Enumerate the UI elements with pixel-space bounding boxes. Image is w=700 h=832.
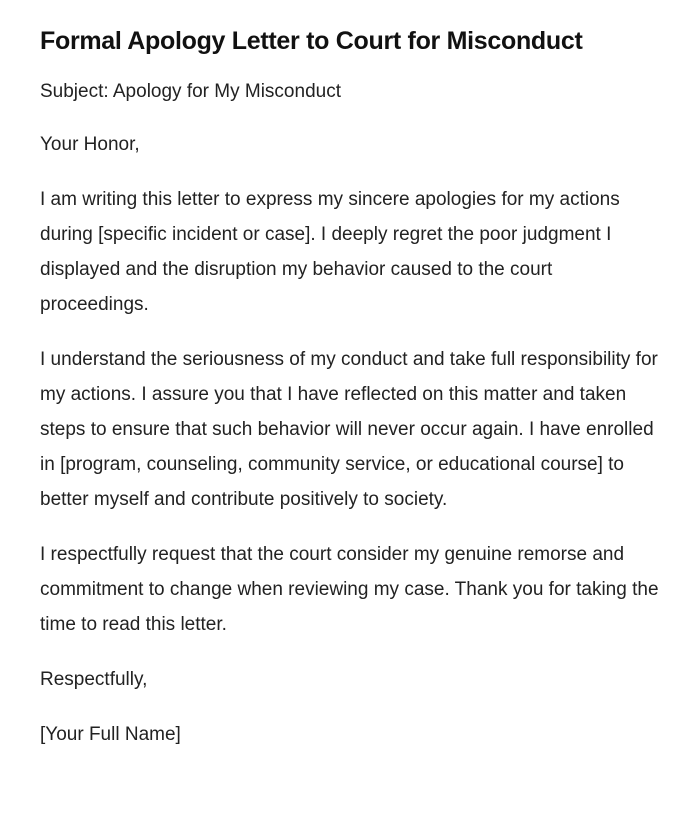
body-paragraph: I understand the seriousness of my conduct and take full responsibility for my actions. I assure you that I have reflected on this matter and taken steps to ensure that such behavior will never occur again. I have enrolled in [program, counseling, community service, or educational course] to better myself and contribute positively to society. xyxy=(40,349,658,510)
signature: [Your Full Name] xyxy=(40,724,181,745)
closing: Respectfully, xyxy=(40,669,148,690)
salutation: Your Honor, xyxy=(40,134,140,155)
letter-title: Formal Apology Letter to Court for Misconduct xyxy=(40,27,583,55)
subject-line: Subject: Apology for My Misconduct xyxy=(40,81,341,102)
body-paragraph: I respectfully request that the court consider my genuine remorse and commitment to change when reviewing my case. Thank you for taking the time to read this letter. xyxy=(40,544,659,635)
body-paragraph: I am writing this letter to express my sincere apologies for my actions during [specific incident or case]. I deeply regret the poor judgment I displayed and the disruption my behavior caused to the court proceedings. xyxy=(40,189,620,315)
